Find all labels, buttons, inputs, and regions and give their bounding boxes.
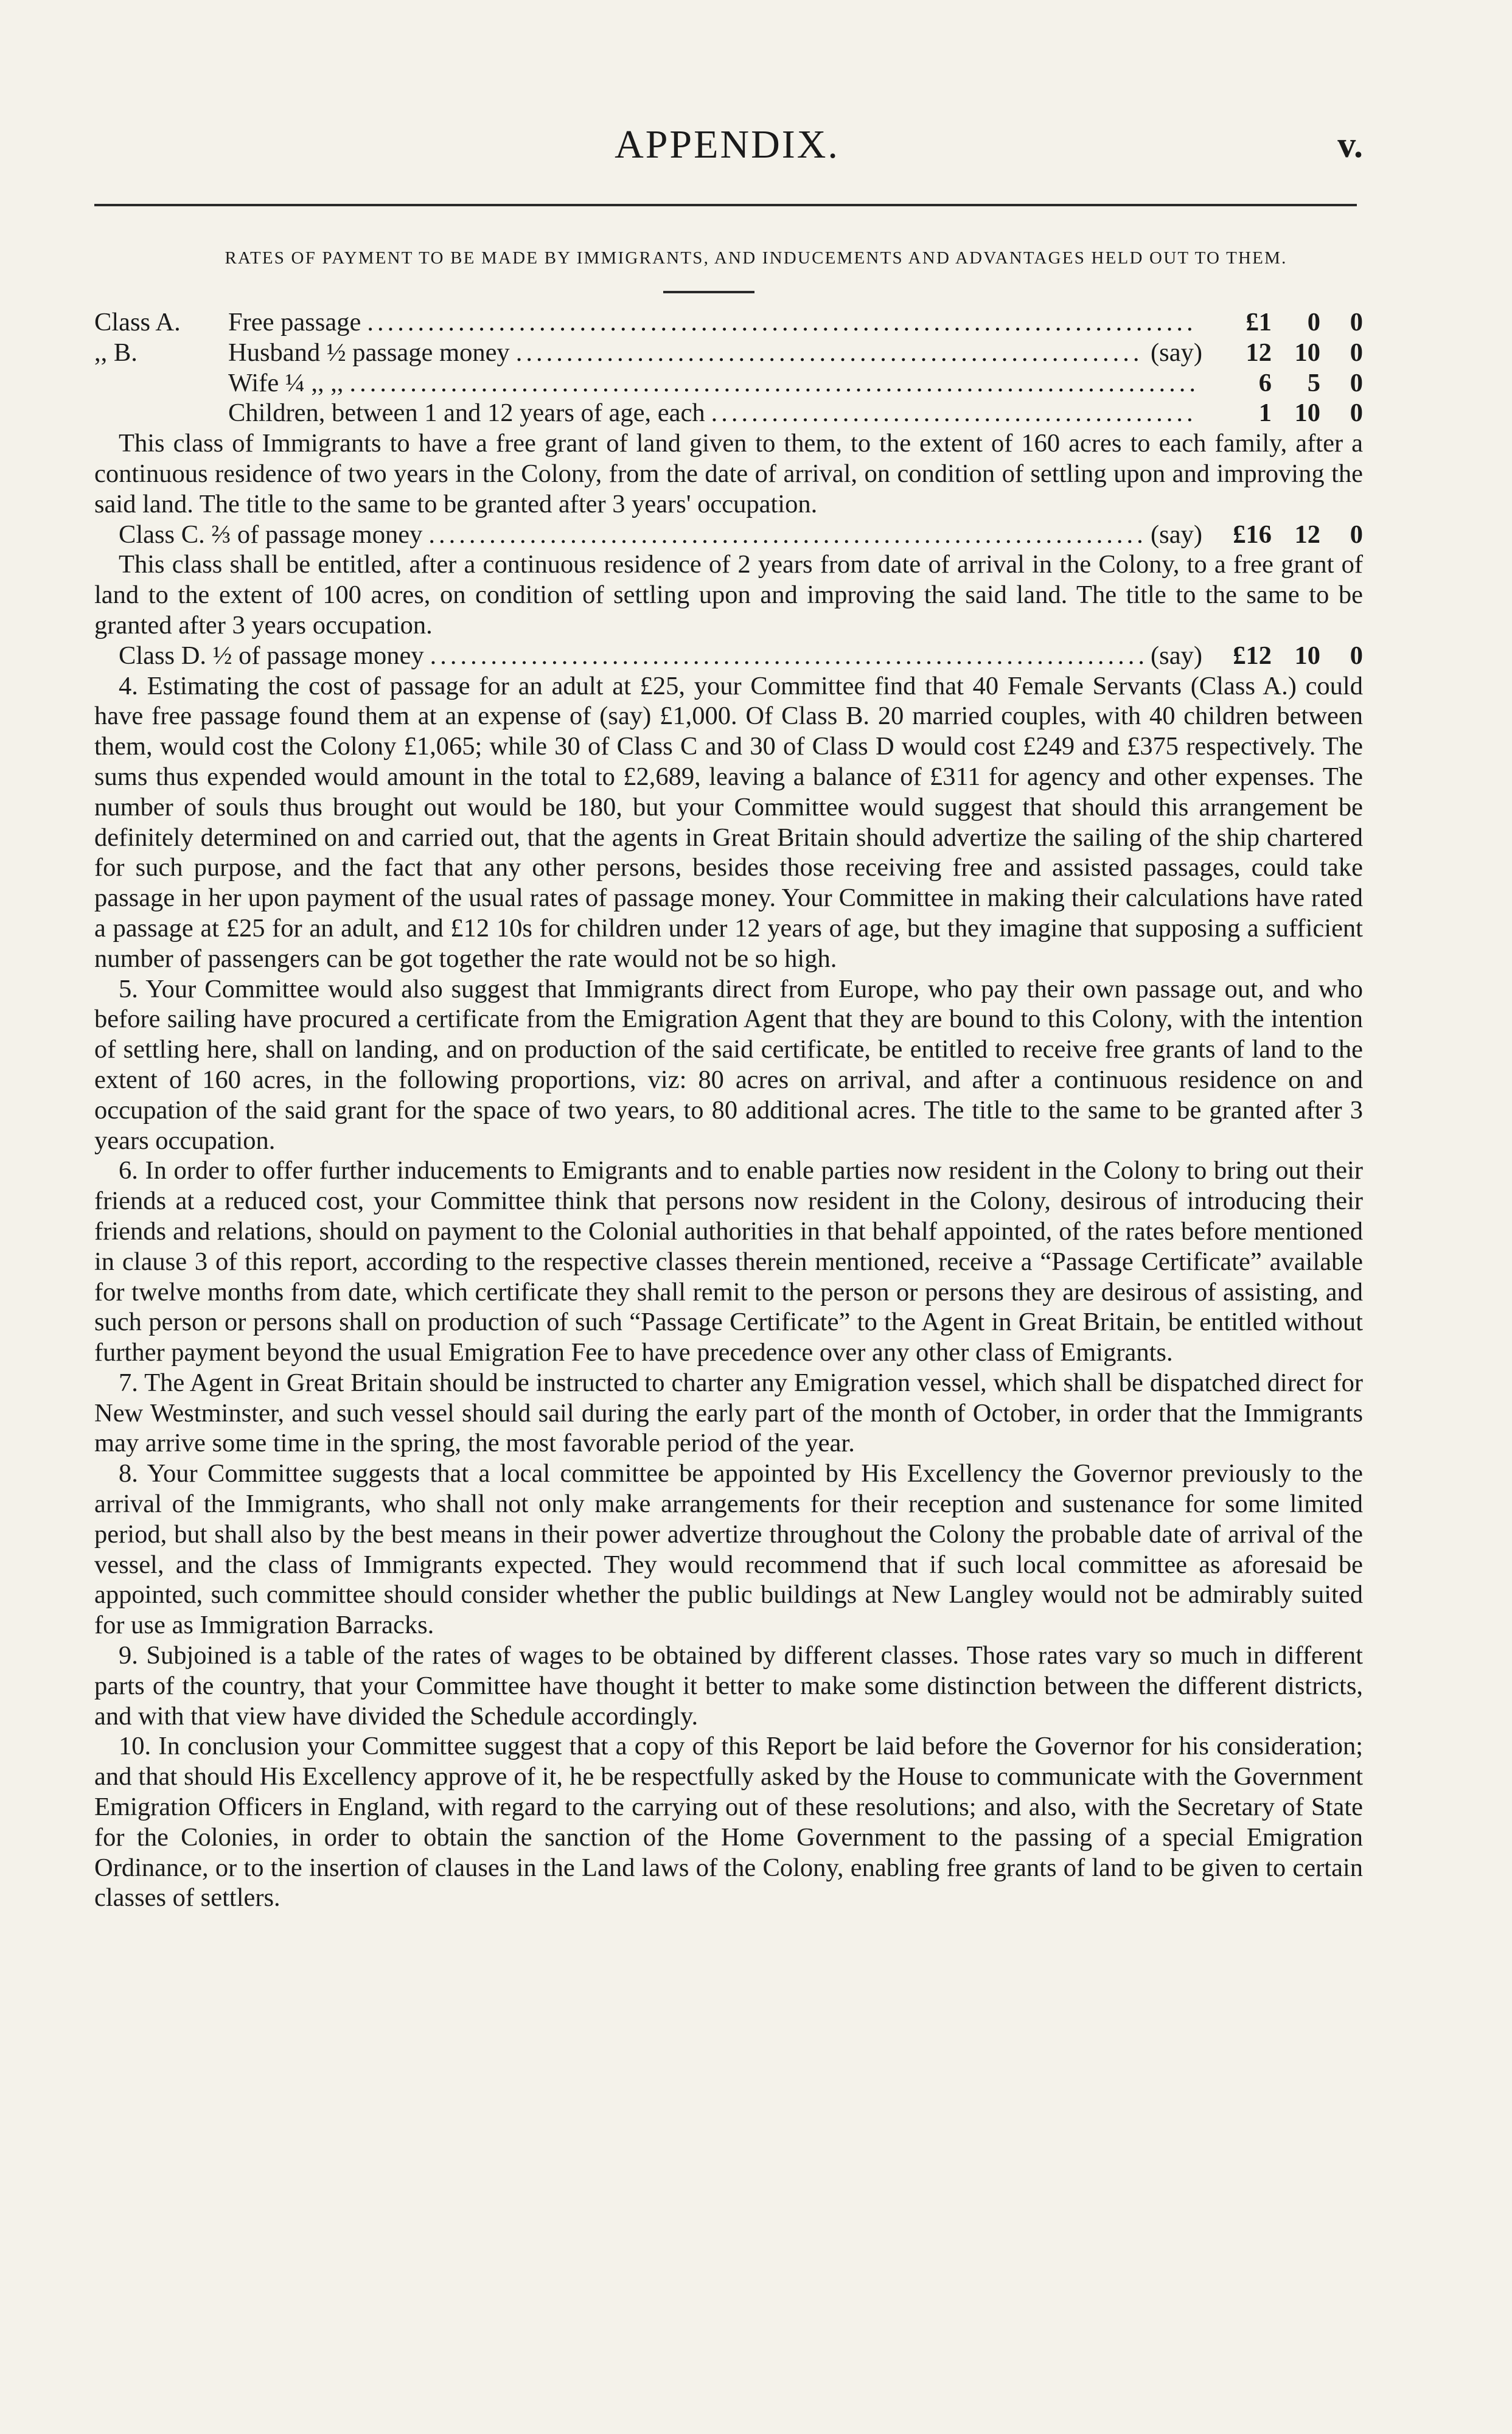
amount-pence: 0 [1350, 399, 1363, 428]
amount-shillings: 5 [1307, 368, 1320, 397]
leader-dots [428, 520, 1144, 550]
leader-dots [430, 641, 1144, 671]
class-c-desc: Class C. ⅔ of passage money [119, 520, 423, 549]
page-number: v. [1337, 125, 1363, 165]
numbered-paragraph: 9. Subjoined is a table of the rates of wages to be obtained by different classes. Those rates vary so much in different parts of the country, that your Committee have thought it better to make some distinction between the different districts, and with that view have divided the Schedule accordingly. [94, 1641, 1363, 1731]
leader-dots [516, 338, 1144, 368]
class-c-amount [1211, 520, 1363, 550]
class-label: ,, B. [94, 338, 138, 367]
amount-pence: 0 [1350, 308, 1363, 337]
class-amount [1211, 368, 1363, 399]
class-c-row [94, 520, 1363, 550]
class-description: Children, between 1 and 12 years of age, each [228, 399, 705, 428]
numbered-paragraph: 6. In order to offer further inducements to Emigrants and to enable parties now resident in the Colony to bring out their friends at a reduced cost, your Committee think that persons now resident in the Colony, desirous of introducing their friends and relations, should on payment to the Colonial authorities in that behalf appointed, of the rates before mentioned in clause 3 of this report, according to the respective classes therein mentioned, receive a “Passage Certificate” available for twelve months from date, which certificate they shall remit to the person or persons they are desirous of assisting, and such person or persons shall on production of such “Passage Certificate” to the Agent in Great Britain, be entitled without further payment beyond the usual Emigration Fee to have precedence over any other class of Emigrants. [94, 1156, 1363, 1367]
class-amount [1211, 338, 1363, 368]
say-note: (say) [1151, 338, 1202, 367]
page-title: APPENDIX. [615, 122, 840, 167]
class-amount [1211, 307, 1363, 338]
amount-pence: 0 [1350, 520, 1363, 549]
leader-dots [711, 398, 1196, 428]
class-description: Free passage [228, 308, 361, 337]
amount-pence: 0 [1350, 641, 1363, 670]
class-d-desc: Class D. ½ of passage money [119, 641, 424, 670]
class-amount [1211, 398, 1363, 428]
amount-pounds: £12 [1233, 641, 1272, 670]
class-c-say: (say) [1151, 520, 1202, 549]
amount-pence: 0 [1350, 338, 1363, 367]
numbered-paragraph: 5. Your Committee would also suggest that Immigrants direct from Europe, who pay their own passage out, and who before sailing have procured a certificate from the Emigration Agent that they are bound to this Colony, with the intention of settling here, shall on landing, and on production of the said certificate, be entitled to receive free grants of land to the extent of 160 acres, in the following proportions, viz: 80 acres on arrival, and after a continuous residence on and occupation of the said grant for the space of two years, to 80 additional acres. The title to the same to be granted after 3 years occupation. [94, 974, 1363, 1155]
numbered-paragraph: 10. In conclusion your Committee suggest that a copy of this Report be laid before the Governor for his consideration; and that should His Excellency approve of it, he be respectfully asked by the House to communicate with the Government Emigration Officers in England, with regard to the carrying out of these resolutions; and also, with the Secretary of State for the Colonies, in order to obtain the sanction of the Home Government to the passing of a special Emigration Ordinance, or to the insertion of clauses in the Land laws of the Colony, enabling free grants of land to be given to certain classes of settlers. [94, 1732, 1363, 1913]
amount-pence: 0 [1350, 368, 1363, 397]
class-row [94, 368, 1363, 399]
class-row [94, 307, 1363, 338]
amount-shillings: 10 [1294, 399, 1320, 428]
numbered-paragraph: 4. Estimating the cost of passage for an adult at £25, your Committee find that 40 Female Servants (Class A.) could have free passage found them at an expense of (say) £1,000. Of Class B. 20 married couples, with 40 children between them, would cost the Colony £1,065; while 30 of Class C and 30 of Class D would cost £249 and £375 respectively. The sums thus expended would amount in the total to £2,689, leaving a balance of £311 for agency and other expenses. The number of souls thus brought out would be 180, but your Committee would suggest that should this arrangement be definitely determined on and carried out, that the agents in Great Britain should advertize the sailing of the ship chartered for such purpose, and the fact that any other persons, besides those receiving free and assisted passages, could take passage in her upon payment of the usual rates of passage money. Your Committee in making their calculations have rated a passage at £25 for an adult, and £12 10s for children under 12 years of age, but they imagine that supposing a sufficient number of passengers can be got together the rate would not be so high. [94, 671, 1363, 973]
class-label: Class A. [94, 308, 181, 337]
paragraph-class-c: This class shall be entitled, after a continuous residence of 2 years from date of arrival in the Colony, to a free grant of land to the extent of 100 acres, on condition of settling upon and improving the said land. The title to the same to be granted after 3 years occupation. [94, 550, 1363, 640]
numbered-paragraphs [94, 671, 1363, 1914]
class-description: Husband ½ passage money [228, 338, 510, 367]
class-d-row [94, 641, 1363, 671]
numbered-paragraph: 8. Your Committee suggests that a local committee be appointed by His Excellency the Governor previously to the arrival of the Immigrants, who shall not only make arrangements for their reception and sustenance for some limited period, but shall also by the best means in their power advertize throughout the Colony the probable date of arrival of the vessel, and the class of Immigrants expected. They would recommend that if such local committee as aforesaid be appointed, such committee should consider whether the public buildings at New Langley would not be admirably suited for use as Immigration Barracks. [94, 1459, 1363, 1640]
amount-pounds: 6 [1258, 368, 1272, 397]
document-body [94, 307, 1363, 1913]
leader-dots [350, 368, 1197, 399]
paragraph-class-b: This class of Immigrants to have a free grant of land given to them, to the extent of 160 acres to each family, after a continuous residence of two years in the Colony, from the date of arrival, on condition of settling upon and improving the said land. The title to the same to be granted after 3 years' occupation. [94, 429, 1363, 518]
class-row [94, 338, 1363, 368]
leader-dots [367, 307, 1196, 338]
class-d-amount [1211, 641, 1363, 671]
amount-shillings: 10 [1294, 338, 1320, 367]
class-row [94, 398, 1363, 428]
amount-shillings: 12 [1294, 520, 1320, 549]
amount-shillings: 10 [1294, 641, 1320, 670]
numbered-paragraph: 7. The Agent in Great Britain should be instructed to charter any Emigration vessel, which shall be dispatched direct for New Westminster, and such vessel should sail during the early part of the month of October, in order that the Immigrants may arrive some time in the spring, the most favorable period of the year. [94, 1368, 1363, 1458]
class-rate-table [94, 307, 1363, 428]
header-rule [94, 204, 1357, 206]
amount-pounds: £1 [1245, 308, 1272, 337]
amount-pounds: 12 [1245, 338, 1272, 367]
amount-pounds: 1 [1258, 399, 1272, 428]
heading-rule [663, 291, 754, 293]
page-header [91, 116, 1363, 183]
amount-shillings: 0 [1307, 308, 1320, 337]
class-description: Wife ¼ ,, ,, [228, 368, 344, 397]
amount-pounds: £16 [1233, 520, 1272, 549]
class-d-say: (say) [1151, 641, 1202, 670]
section-heading: RATES OF PAYMENT TO BE MADE BY IMMIGRANTS, AND INDUCEMENTS AND ADVANTAGES HELD OUT TO THEM. [225, 248, 1287, 268]
